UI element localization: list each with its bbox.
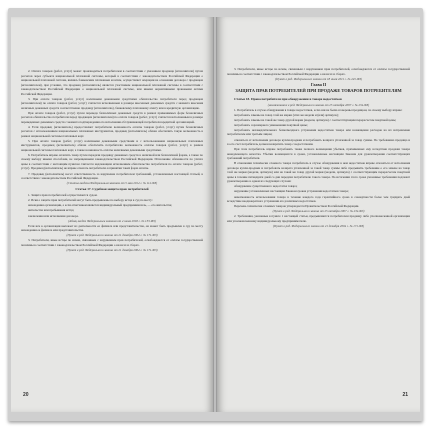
paragraph: потребовать замены на товар этой же марки (этих же модели и (или) артикула); xyxy=(234,112,339,117)
open-book xyxy=(8,8,423,421)
left-page xyxy=(11,17,213,412)
paragraph: 3. Потребители, иные истцы по искам, связанным с нарушением прав потребителей, освобождаются от оплаты государственной пошлины в соответствии с законодательством Российской Федерации о налогах и сборах. xyxy=(227,67,410,76)
paragraph: заключения или исполнения договора. xyxy=(28,213,79,218)
paragraph: нарушение установленных настоящим Законом сроков устранения недостатков товара; xyxy=(234,189,349,194)
source-note: (Пункт в ред. Федерального закона от 18 июля 2011 г. № 245-ФЗ) xyxy=(275,76,362,81)
paragraph: потребовать незамедлительного безвозмездного устранения недостатков товара или возмещения расходов на их исправление потребителем или третьим лицом; xyxy=(227,127,410,137)
paragraph: жительства или пребывания истца; xyxy=(28,208,75,213)
source-note: (Статья введена Федеральным законом от 5 мая 2014 г. № 112-ФЗ) xyxy=(66,181,158,186)
paragraph: 2. Иски о защите прав потребителей могут быть предъявлены по выбору истца в суд по месту: xyxy=(28,198,153,203)
paragraph: невозможность использования товара в течение каждого года гарантийного срока в совокупности более чем тридцать дней вследствие неоднократного устранения его различных недостатков. xyxy=(227,194,410,204)
source-note: (Пункт в ред. Федерального закона от 21 декабря 2004 г. № 171-ФЗ) xyxy=(272,223,365,228)
right-page-number: 21 xyxy=(402,392,408,398)
paragraph: 3. Потребители, иные истцы по искам, связанным с нарушением прав потребителей, освобождаются от оплаты государственной пошлины в соответствии с законодательством Российской Федерации о налогах и сборах. xyxy=(21,238,203,247)
article-heading: Статья 17. Судебная защита прав потребителей xyxy=(75,187,149,192)
right-page xyxy=(217,17,420,412)
paragraph: отказаться от исполнения договора купли-продажи и потребовать возврата уплаченной за товар суммы. По требованию продавца и за его счет потребитель должен возвратить товар с недостатками. xyxy=(227,137,410,147)
paragraph: Перечень технически сложных товаров утверждается Правительством Российской Федерации. xyxy=(234,204,360,209)
article-heading: Статья 18. Права потребителя при обнаружении в товаре недостатков xyxy=(234,96,342,101)
right-page-text xyxy=(227,67,410,388)
left-page-text xyxy=(21,69,203,388)
source-note: (Пункт в ред. Федерального закона от 21 декабря 2004 г. № 171-ФЗ) xyxy=(66,248,158,252)
source-note: (Абзац введен Федеральным законом от 4 июня 2018 г. № 133-ФЗ) xyxy=(68,218,156,223)
paragraph: потребовать замены на такой же товар другой марки (модели, артикула) с соответствующим перерасчетом покупной цены; xyxy=(234,117,397,122)
paragraph: 2. Требования, указанные в пункте 1 настоящей статьи, предъявляются потребителем продавцу либо уполномоченной организации или уполномоченному индивидуальному предпринимателю. xyxy=(227,214,410,223)
chapter-heading xyxy=(227,82,410,93)
paragraph: 5. При оплате товаров (работ, услуг) наличными денежными средствами и с использованием национальных платежных инструментов, продавец (исполнитель) обязан обеспечить потребителю возможность оплаты товаров (работ, услуг) в рамках национальной системы платежных карт, а также возможность оплаты наличными денежными средствами. xyxy=(21,138,203,152)
paragraph: 7. Продавец (исполнитель) несет ответственность за нарушение потребителем требований, установленных настоящей статьей, в соответствии с законодательством Российской Федерации. xyxy=(21,171,203,181)
paragraph: обнаружение существенного недостатка товара; xyxy=(234,184,298,189)
source-note: (наименование в ред. Федерального закона от 25 октября 2007 г. № 234-ФЗ) xyxy=(267,102,370,107)
paragraph: 1. Защита прав потребителей осуществляется судом. xyxy=(28,193,98,198)
chapter-title: ЗАЩИТА ПРАВ ПОТРЕБИТЕЛЕЙ ПРИ ПРОДАЖЕ ТОВАРОВ ПОТРЕБИТЕЛЯМ xyxy=(235,88,402,94)
source-note: (Пункт в ред. Федерального закона от 21 декабря 2004 г. № 171-ФЗ) xyxy=(66,233,158,238)
paragraph: Если иск к организации вытекает из деятельности ее филиала или представительства, он может быть предъявлен в суд по месту нахождения ее филиала или представительства. xyxy=(21,223,203,233)
paragraph: При оплате товаров (работ, услуг) путем перевода безналичных денежных средств в рамках применяемых форм безналичных расчетов обязательство потребителя перед продавцом (исполнителем) по оплате товаров (работ, услуг) считается исполненным в размере переведенных денежных средств с момента подтверждения его исполнения обслуживающей потребителя кредитной организацией. xyxy=(21,110,203,124)
source-note: (Пункт в ред. Федерального закона от 25 октября 2007 г. № 234-ФЗ) xyxy=(272,209,365,214)
paragraph: 4. Если продавец (исполнитель) предоставляет потребителю возможность оплаты товаров (работ, услуг) путем безналичных расчетов с использованием национальных платежных инструментов, продавец (исполнитель) обязан обеспечить такую возможность в рамках национальной системы платежных карт. xyxy=(21,124,203,138)
paragraph: 6. Потребитель вправе оплатить товар путем передачи продавцу денежных средств в наличной или безналичной форме, а также по своему выбору иными способами, не запрещенными законодательством Российской Федерации. Исполнение обязанности по уплате цены в соответствии с настоящим пунктом считается надлежащим исполнением обязательства потребителя по оплате товаров (работ, услуг). Продавец (исполнитель) не вправе отказать потребителю в принятии таких форм оплаты. xyxy=(21,152,203,171)
chapter-number: Глава II xyxy=(310,82,327,88)
left-page-number: 20 xyxy=(23,392,29,398)
paragraph: В отношении технически сложного товара потребитель в случае обнаружения в нем недостатков вправе отказаться от исполнения договора купли-продажи и потребовать возврата уплаченной за такой товар суммы либо предъявить требование о его замене на товар этой же марки (модели, артикула) или на такой же товар другой марки (модели, артикула) с соответствующим перерасчетом покупной цены в течение пятнадцати дней со дня передачи потребителю такого товара. По истечении этого срока указанные требования подлежат удовлетворению в одном из следующих случаев: xyxy=(227,161,410,184)
paragraph: 1. Потребитель в случае обнаружения в товаре недостатков, если они не были оговорены продавцом, по своему выбору вправе: xyxy=(234,107,403,112)
paragraph: 2. Оплата товаров (работ, услуг) может производиться потребителем в соответствии с указанием продавца (исполнителя) путем расчетов через субъекта национальной платежной системы, который в соответствии с законодательством Российской Федерации о национальной платежной системе, являясь банковским платежным агентом, осуществляет операции на основании договора с продавцом (исполнителем), при условии, что продавец (исполнитель) является участником национальной платежной системы в соответствии с законодательством Российской Федерации о национальной платежной системе, или иными нормативными правовыми актами Российской Федерации. xyxy=(21,69,203,96)
paragraph: При этом потребитель вправе потребовать также полного возмещения убытков, причиненных ему вследствие продажи товара ненадлежащего качества. Убытки возмещаются в сроки, установленные настоящим Законом для удовлетворения соответствующих требований потребителя. xyxy=(227,147,410,161)
paragraph: потребовать соразмерного уменьшения покупной цены; xyxy=(234,122,308,127)
paragraph: нахождения организации, а если ответчиком является индивидуальный предприниматель, — его жительства; xyxy=(28,203,173,208)
paragraph: 3. При оплате товаров (работ, услуг) наличными денежными средствами обязательство потребителя перед продавцом (исполнителем) по оплате товаров (работ, услуг) считается исполненным в размере внесенных денежных средств с момента внесения наличных денежных средств соответственно продавцу (исполнителю), банковскому платежному агенту или в кредитную организацию. xyxy=(21,96,203,110)
